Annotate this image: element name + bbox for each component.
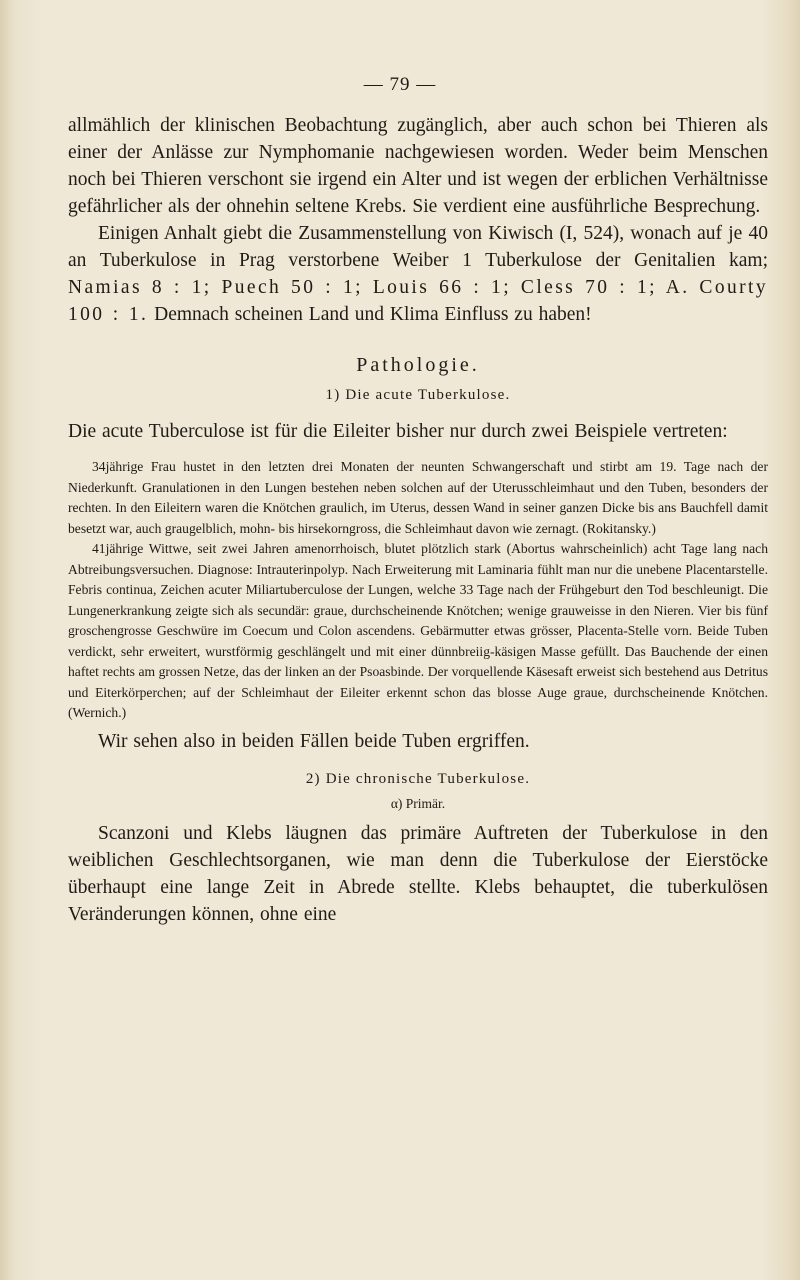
- statistics-lead: Einigen Anhalt giebt die Zusammenstellung von Kiwisch (I, 524), wonach auf je 40 an Tuberkulose in Prag verstorbene Weiber 1 Tuberkulose der Genitalien kam;: [68, 223, 768, 271]
- case-report-rokitansky: 34jährige Frau hustet in den letzten drei Monaten der neunten Schwangerschaft und stirbt am 19. Tage nach der Niederkunft. Granulationen in den Lungen bestehen neben solchen auf der Uterusschleimhaut und den Tuben, besonders der rechten. In den Eileitern waren die Knötchen graulich, im Uterus, dessen Wand in seiner ganzen Dicke bis ans Bauchfell damit besetzt war, auch graugelblich, mohn- bis hirsekorngross, die Schleimhaut davon wie zernagt. (Rokitansky.): [68, 459, 768, 536]
- subheading-chronische-tuberkulose: 2) Die chronische Tuberkulose.: [305, 770, 531, 787]
- page-number: — 79 —: [363, 74, 437, 95]
- section-heading-pathologie: Pathologie.: [356, 354, 480, 376]
- case-report-wernich: 41jährige Wittwe, seit zwei Jahren amenorrhoisch, blutet plötzlich stark (Abortus wahrscheinlich) acht Tage lang nach Abtreibungsversuchen. Diagnose: Intrauterinpolyp. Nach Erweiterung mit Laminaria fühlt man nur die unebene Placentarstelle. Febris continua, Zeichen acuter Miliartuberculose der Lungen, welche 33 Tage nach der Frühgeburt den Tod beschleunigt. Die Lungenerkrankung zeigte sich als secundär: graue, durchscheinende Knötchen; wenige grauweisse in den Nieren. Vier bis fünf groschengrosse Geschwüre im Coecum und Colon ascendens. Gebärmutter etwas grösser, Placenta-Stelle vorn. Beide Tuben verdickt, sehr erweitert, wurstförmig geschlängelt und mit einer dünnbreiig-käsigen Masse gefüllt. Das Bauchende der einen haftet rechts am grossen Netze, das der linken an der Psoasbinde. Der vorquellende Käsesaft erweist sich bestehend aus Detritus und Eiterkörperchen; auf der Schleimhaut der Eileiter erkennt schon das blosse Auge graue, durchscheinende Knötchen. (Wernich.): [68, 541, 768, 720]
- statistics-paragraph: [68, 220, 768, 328]
- page-body: [68, 72, 768, 928]
- statistics-tail: Demnach scheinen Land und Klima Einfluss zu haben!: [148, 304, 592, 325]
- conclusion-paragraph: Wir sehen also in beiden Fällen beide Tuben ergriffen.: [98, 730, 530, 752]
- statistics-ratios: Namias 8 : 1; Puech 50 : 1; Louis 66 : 1; Cless 70 : 1; A. Courty 100 : 1.: [68, 277, 768, 325]
- acute-intro-paragraph: Die acute Tuberculose ist für die Eileiter bisher nur durch zwei Beispiele vertreten:: [68, 421, 728, 442]
- final-paragraph: Scanzoni und Klebs läugnen das primäre Auftreten der Tuberkulose in den weiblichen Geschlechtsorganen, wie man denn die Tuberkulose der Eierstöcke überhaupt eine lange Zeit in Abrede stellte. Klebs behauptet, die tuberkulösen Veränderungen können, ohne eine: [68, 822, 768, 925]
- intro-paragraph: allmählich der klinischen Beobachtung zugänglich, aber auch schon bei Thieren als einer der Anlässe zur Nymphomanie nachgewiesen worden. Weder beim Menschen noch bei Thieren verschont sie irgend ein Alter und ist wegen der erblichen Verhältnisse gefährlicher als der ohnehin seltene Krebs. Sie verdient eine ausführliche Besprechung.: [68, 115, 768, 217]
- subheading-acute-tuberkulose: 1) Die acute Tuberkulose.: [325, 387, 511, 403]
- subheading-primaer: α) Primär.: [390, 795, 446, 811]
